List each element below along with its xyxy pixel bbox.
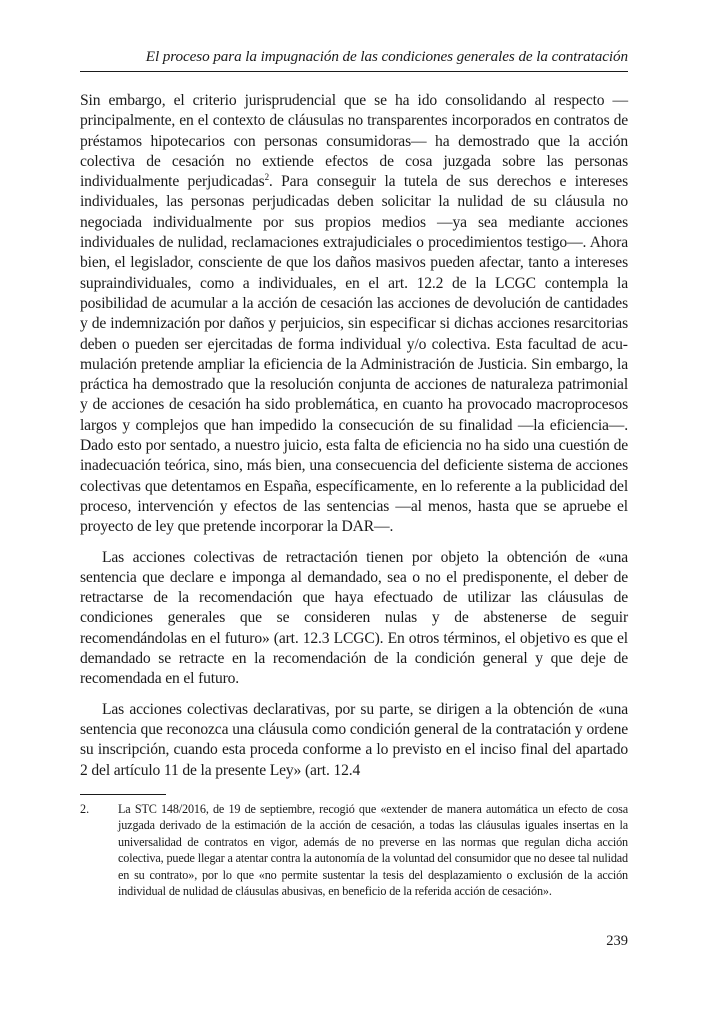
footnote-text: La STC 148/2016, de 19 de septiembre, recogió que «extender de manera automática un efecto de cosa juzgada derivado de la estimación de la acción de cesación, a todas las cláusulas iguales insertas en la universalidad de contratos en vigor, además de no preverse en las normas que regulan dicha acción colectiva, puede llegar a atentar contra la autonomía de la voluntad del consumidor que no desee tal nulidad en su contrato», por lo que «no permite sustentar la tesis del desplazamiento o exclusión de la acción individual de nulidad de cláusulas abusivas, en beneficio de la referida acción de cesación». (118, 802, 628, 899)
footnote-reference[interactable]: 2 (264, 172, 269, 182)
paragraph-3: Las acciones colectivas declarativas, por su parte, se dirigen a la obtención de «una sentencia que reconozca una cláusula como condición general de la contratación y ordene su inscripción, cuando esta proceda conforme a lo previsto en el inciso final del apartado 2 del artículo 11 de la presente Ley» (art. 12.4 (80, 700, 628, 779)
footnote-rule (80, 794, 166, 795)
header-rule (80, 71, 628, 72)
paragraph-2: Las acciones colectivas de retractación tienen por objeto la obtención de «una sentencia que declare e imponga al demandado, sea o no el predisponente, el deber de retractarse de la recomendación que haya efectuado de utilizar las cláusulas de condiciones generales que se consideren nulas y de abstenerse de seguir recomendándolas en el futuro» (art. 12.3 LCGC). En otros términos, el objetivo es que el demandado se retracte en la recomendación de la condición general y que deje de recomendada en el futuro. (80, 548, 628, 688)
page-number: 239 (606, 933, 628, 949)
paragraph-1 (80, 91, 628, 538)
footnote (80, 801, 628, 899)
paragraph-1-text-start: Sin embargo, el criterio jurisprudencial que se ha ido consolidando al respecto —principalmente, en el contexto de cláusulas no transparentes incorporados en contratos de préstamos hipotecarios con personas consumidoras— ha demostrado que la acción colectiva de cesación no extiende efectos de cosa juzgada sobre las personas individualmente perjudicadas (80, 92, 628, 191)
paragraph-1-text-end: . Para conseguir la tutela de sus derechos e intereses individuales, las personas perjudicadas deben solicitar la nulidad de su cláusula no negociada individualmente por sus propios medios —ya sea mediante acciones individuales de nulidad, reclamaciones extrajudiciales o procedimientos testigo—. Ahora bien, el legislador, consciente de que los daños masivos pueden afectar, tanto a intereses supraindividuales, como a individuales, en el art. 12.2 de la LCGC contempla la posibilidad de acumular a la acción de cesación las acciones de devolución de cantidades y de indemnización por daños y perjuicios, sin especificar si dichas acciones resarcitorias deben o pueden ser ejercitadas de forma individual y/o colectiva. Esta facultad de acumulación pretende ampliar la eficiencia de la Administración de Justicia. Sin embargo, la práctica ha demostrado que la resolución conjunta de acciones de naturaleza patrimonial y de acciones de cesación ha sido problemática, en cuanto ha provocado macroprocesos largos y complejos que han impedido la consecución de su finalidad —la eficiencia—. Dado esto por sentado, a nuestro juicio, esta falta de eficiencia no ha sido una cuestión de inadecuación teórica, sino, más bien, una consecuencia del deficiente sistema de acciones colectivas que detentamos en España, específicamente, en lo referente a la publicidad del proceso, intervención y efectos de las sentencias —al menos, hasta que se apruebe el proyecto de ley que pretende incorporar la DAR—. (80, 173, 628, 536)
body-text (80, 91, 628, 781)
running-header: El proceso para la impugnación de las condiciones generales de la contratación (145, 48, 628, 65)
footnote-number: 2. (80, 802, 90, 816)
